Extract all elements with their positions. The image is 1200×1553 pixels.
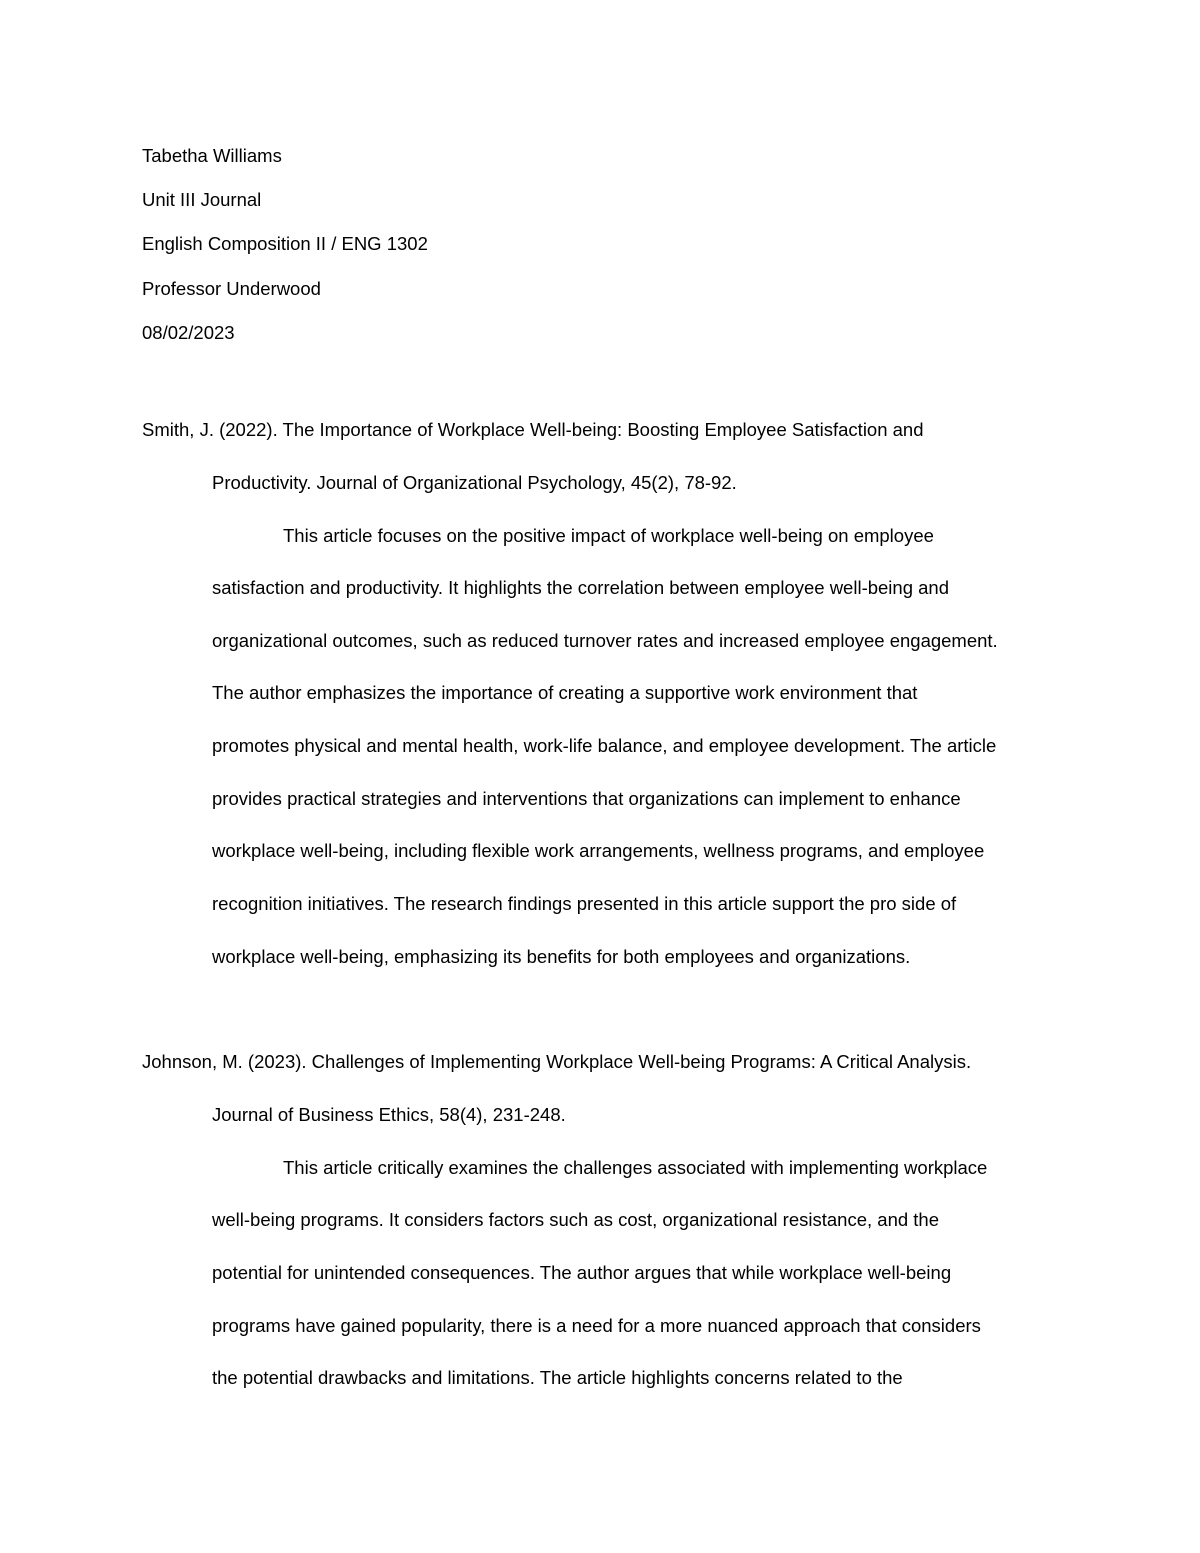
course-name: English Composition II / ENG 1302 xyxy=(142,233,428,254)
professor-name: Professor Underwood xyxy=(142,278,321,299)
citation-line: Journal of Business Ethics, 58(4), 231-248. xyxy=(212,1104,566,1125)
citation-line: Smith, J. (2022). The Importance of Workplace Well-being: Boosting Employee Satisfaction and xyxy=(142,419,924,440)
summary-line: workplace well-being, including flexible work arrangements, wellness programs, and employee xyxy=(212,840,985,861)
citation-line: Productivity. Journal of Organizational Psychology, 45(2), 78-92. xyxy=(212,472,737,493)
summary-line: well-being programs. It considers factors such as cost, organizational resistance, and the xyxy=(212,1209,940,1230)
summary-line: satisfaction and productivity. It highlights the correlation between employee well-being and xyxy=(212,577,950,598)
citation-line: Johnson, M. (2023). Challenges of Implementing Workplace Well-being Programs: A Critical Analysis. xyxy=(142,1051,972,1072)
summary-line: the potential drawbacks and limitations. The article highlights concerns related to the xyxy=(212,1367,903,1388)
summary-line: programs have gained popularity, there is a need for a more nuanced approach that considers xyxy=(212,1315,981,1336)
summary-line: workplace well-being, emphasizing its benefits for both employees and organizations. xyxy=(212,946,911,967)
summary-line: This article focuses on the positive impact of workplace well-being on employee xyxy=(283,525,934,546)
summary-line: The author emphasizes the importance of creating a supportive work environment that xyxy=(212,682,918,703)
summary-line: This article critically examines the challenges associated with implementing workplace xyxy=(283,1157,988,1178)
summary-line: promotes physical and mental health, work-life balance, and employee development. The article xyxy=(212,735,997,756)
summary-line: organizational outcomes, such as reduced turnover rates and increased employee engagement. xyxy=(212,630,998,651)
assignment-title: Unit III Journal xyxy=(142,189,262,210)
author-name: Tabetha Williams xyxy=(142,145,282,166)
summary-line: potential for unintended consequences. The author argues that while workplace well-being xyxy=(212,1262,952,1283)
summary-line: provides practical strategies and interventions that organizations can implement to enhance xyxy=(212,788,961,809)
document-date: 08/02/2023 xyxy=(142,322,235,343)
summary-line: recognition initiatives. The research findings presented in this article support the pro side of xyxy=(212,893,957,914)
